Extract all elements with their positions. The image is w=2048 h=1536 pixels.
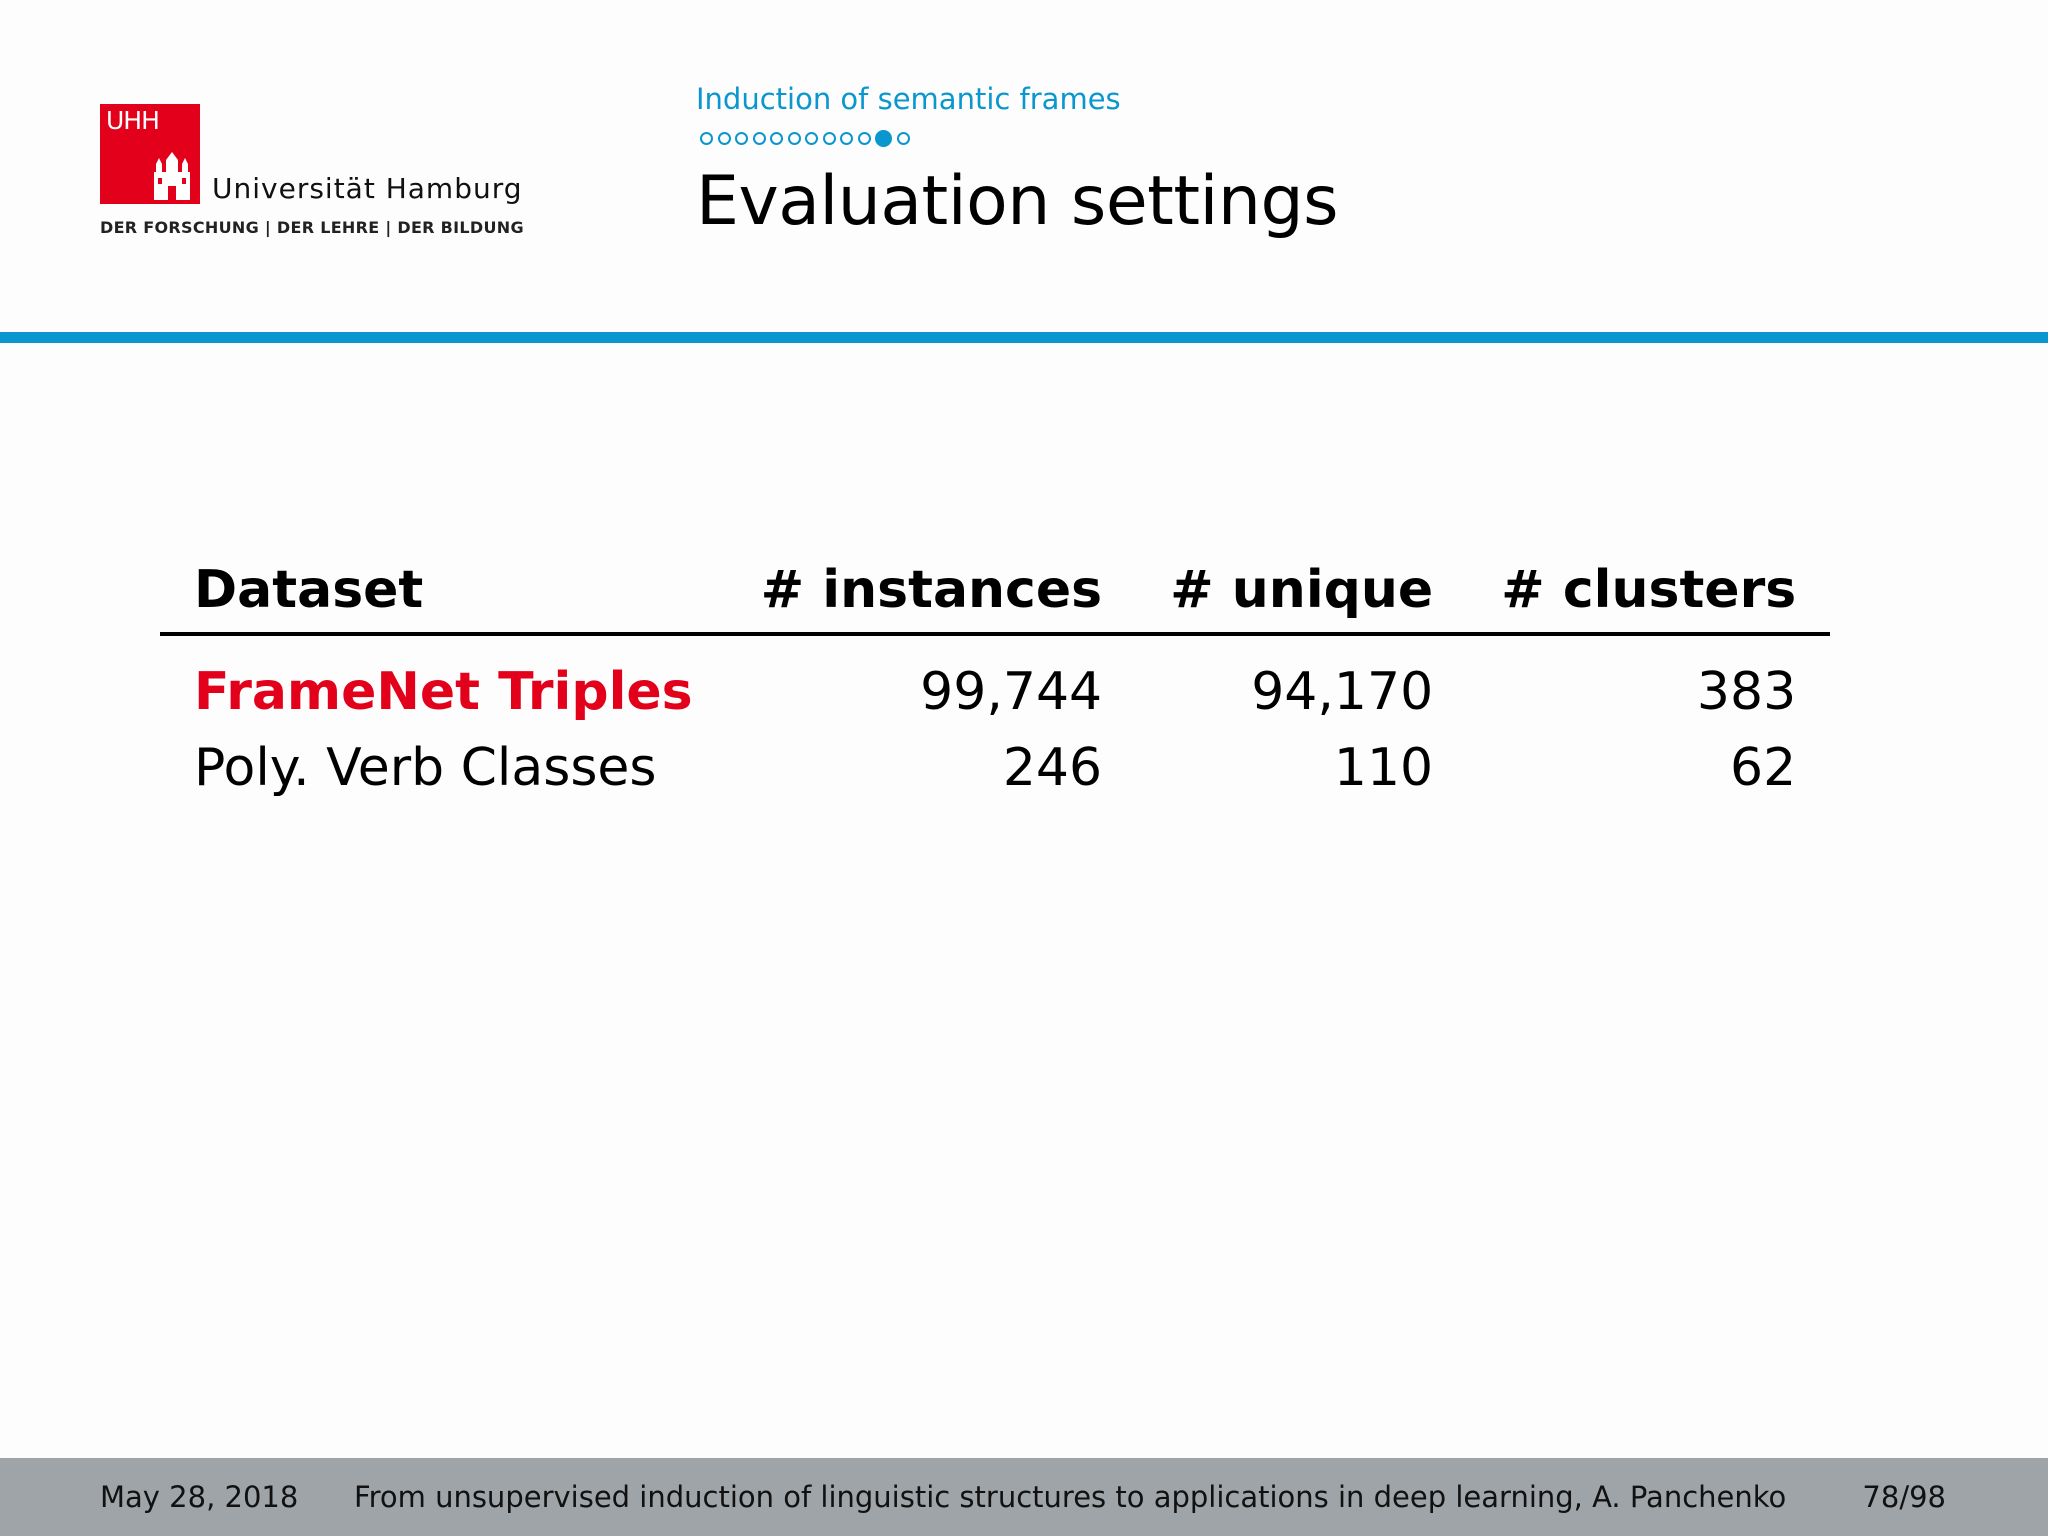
footer-bar [0,1458,2048,1536]
clusters-cell: 62 [1730,738,1797,798]
footer-talk-title: From unsupervised induction of linguistic structures to applications in deep learning, A. Panchenko [354,1480,1787,1514]
instances-cell: 246 [1002,738,1103,798]
section-title: Induction of semantic frames [696,82,1121,116]
progress-dot[interactable] [735,132,748,145]
dataset-cell: FrameNet Triples [194,662,693,722]
column-header-clusters: # clusters [1467,548,1830,634]
institution-name: Universität Hamburg [212,172,523,205]
footer-date: May 28, 2018 [100,1480,299,1514]
progress-dot[interactable] [805,132,818,145]
progress-dot[interactable] [897,132,910,145]
progress-dot[interactable] [718,132,731,145]
column-header-dataset: Dataset [160,548,727,634]
table-header-row [160,548,1830,634]
unique-cell: 94,170 [1251,662,1434,722]
column-header-unique: # unique [1136,548,1467,634]
dataset-cell: Poly. Verb Classes [194,738,657,798]
unique-cell: 110 [1333,738,1434,798]
progress-dot[interactable] [858,132,871,145]
progress-dot-current[interactable] [875,130,892,147]
progress-dots [700,128,914,148]
table-row [160,730,1830,806]
progress-dot[interactable] [823,132,836,145]
table-row [160,634,1830,730]
university-logo [100,104,524,244]
castle-icon [152,152,192,200]
evaluation-table [160,548,1830,806]
column-header-instances: # instances [727,548,1136,634]
logo-mark [100,104,200,204]
institution-tagline: DER FORSCHUNG | DER LEHRE | DER BILDUNG [100,218,524,237]
slide-title: Evaluation settings [696,162,1339,241]
progress-dot[interactable] [770,132,783,145]
instances-cell: 99,744 [920,662,1103,722]
progress-dot[interactable] [753,132,766,145]
progress-dot[interactable] [788,132,801,145]
header-rule [0,332,2048,343]
progress-dot[interactable] [700,132,713,145]
logo-mark-text: UHH [106,106,159,135]
progress-dot[interactable] [840,132,853,145]
clusters-cell: 383 [1696,662,1797,722]
page-number: 78/98 [1862,1480,1946,1514]
